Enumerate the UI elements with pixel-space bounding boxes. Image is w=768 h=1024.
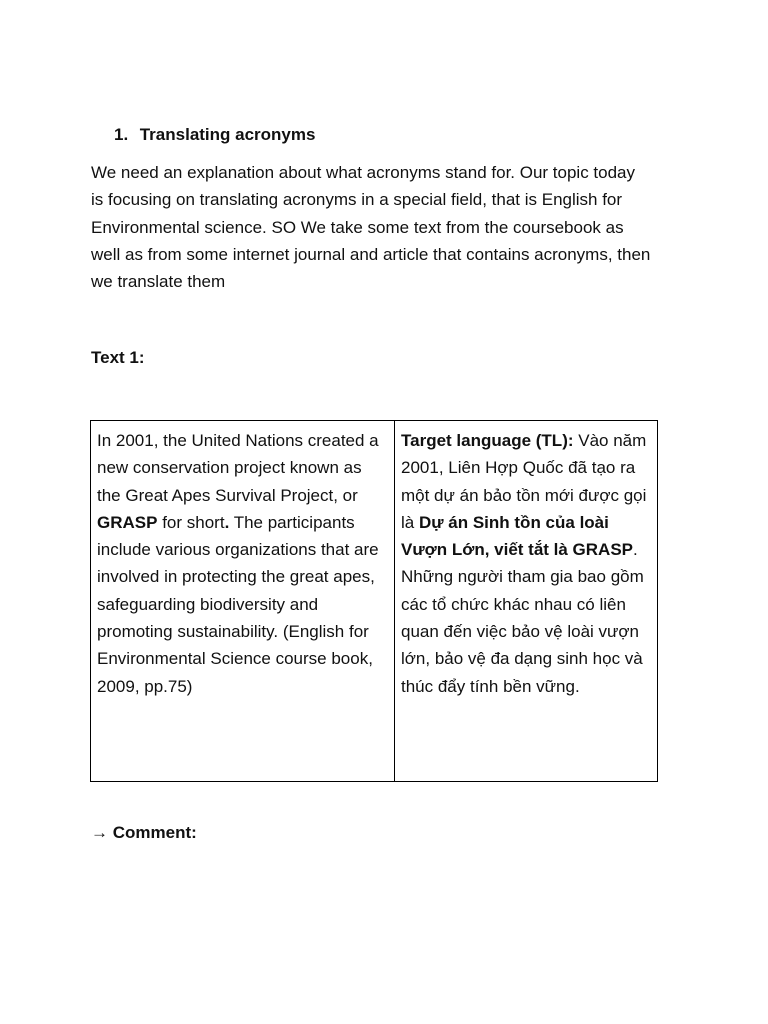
comment-heading (91, 819, 197, 846)
target-label: Target language (TL): (401, 431, 574, 450)
intro-paragraph: We need an explanation about what acronyms stand for. Our topic today is focusing on translating acronyms in a special field, that is English for Environmental science. SO We take some text from the coursebook as well as from some internet journal and article that contains acronyms, then we translate them (91, 163, 651, 292)
source-text-part1: In 2001, the United Nations created a new conservation project known as the Great Apes Survival Project, or (97, 431, 379, 505)
source-acronym: GRASP (97, 512, 158, 532)
arrow-icon: → (91, 823, 108, 842)
source-text-cell (91, 421, 395, 782)
target-bold-phrase: Dự án Sinh tồn của loài Vượn Lớn, viết tắt là GRASP (401, 512, 634, 560)
source-period: . (224, 512, 230, 532)
target-text-part1: Vào năm 2001, Liên Hợp Quốc đã tạo ra một dự án bảo tồn mới được gọi là (401, 431, 647, 532)
target-text-cell (395, 421, 658, 782)
section-heading (114, 121, 315, 148)
source-text-part3: The participants include various organizations that are involved in protecting the great apes, safeguarding biodiversity and promoting sustainability. (English for Environmental Science course book, 2009, pp.75) (97, 512, 379, 696)
comment-label: Comment: (112, 823, 197, 842)
section-number: 1. (114, 125, 129, 144)
table-row (91, 421, 658, 782)
section-title: Translating acronyms (139, 125, 316, 144)
source-text-part2: for short (157, 512, 225, 532)
translation-table (90, 420, 658, 782)
text-label: Text 1: (91, 348, 145, 367)
target-text-part2: . Những người tham gia bao gồm các tổ chức khác nhau có liên quan đến việc bảo vệ loài vượn lớn, bảo vệ đa dạng sinh học và thúc đẩy tính bền vững. (401, 540, 644, 696)
